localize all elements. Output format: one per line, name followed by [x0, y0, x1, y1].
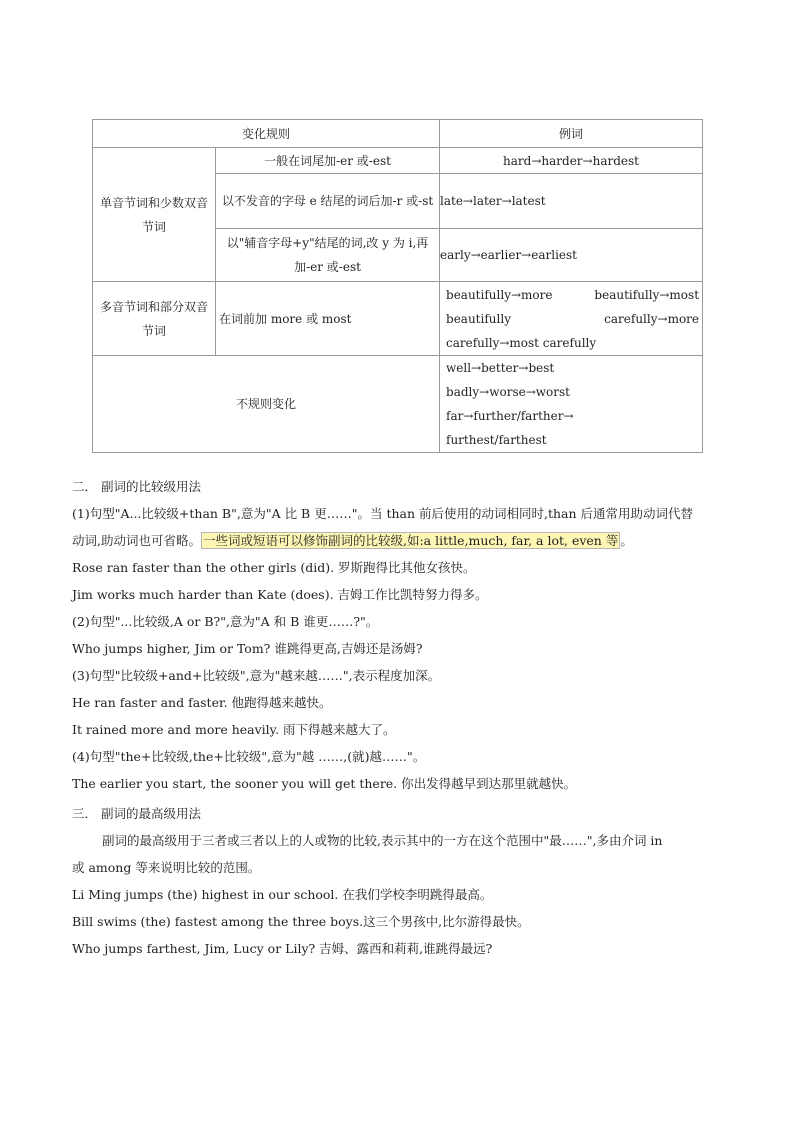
example-cell	[440, 356, 703, 453]
example-sentence: Jim works much harder than Kate (does). 吉姆工作比凯特努力得多。	[72, 587, 488, 602]
example-text: well→better→best	[446, 361, 555, 375]
highlighted-text: 一些词或短语可以修饰副词的比较级,如:a little,much, far, a lot, even 等	[202, 533, 619, 548]
rule-cell: 以不发音的字母 e 结尾的词后加-r 或-st	[216, 174, 440, 229]
paragraph-line: 副词的最高级用于三者或三者以上的人或物的比较,表示其中的一方在这个范围中"最……",多由介词 in	[102, 833, 663, 848]
example-text: far→further/farther→	[446, 409, 574, 423]
section-title: 二． 副词的比较级用法	[72, 479, 201, 494]
example-sentence: The earlier you start, the sooner you will get there. 你出发得越早到达那里就越快。	[72, 776, 577, 791]
example-line	[446, 283, 699, 307]
table-row	[93, 356, 703, 453]
group-polysyllabic: 多音节词和部分双音节词	[93, 282, 216, 356]
rule-cell: 一般在词尾加-er 或-est	[216, 148, 440, 174]
paragraph-line: 或 among 等来说明比较的范围。	[72, 860, 261, 875]
example-sentence: It rained more and more heavily. 雨下得越来越大了。	[72, 722, 396, 737]
header-rule: 变化规则	[93, 120, 440, 148]
example-cell	[440, 282, 703, 356]
header-example: 例词	[440, 120, 703, 148]
example-sentence: Li Ming jumps (the) highest in our school. 在我们学校李明跳得最高。	[72, 887, 493, 902]
example-text: carefully→most carefully	[446, 335, 597, 350]
example-sentence: Who jumps farthest, Jim, Lucy or Lily? 吉姆、露西和莉莉,谁跳得最远?	[72, 941, 493, 956]
section-comparative	[72, 473, 724, 797]
example-sentence: He ran faster and faster. 他跑得越来越快。	[72, 695, 332, 710]
group-irregular: 不规则变化	[93, 356, 440, 453]
table-row	[93, 148, 703, 174]
comparison-rules-table	[92, 119, 703, 453]
example-text: furthest/farthest	[446, 433, 547, 447]
group-monosyllabic: 单音节词和少数双音节词	[93, 148, 216, 282]
paragraph-text: 动词,助动词也可省略。	[72, 533, 201, 548]
example-sentence: Rose ran faster than the other girls (did). 罗斯跑得比其他女孩快。	[72, 560, 476, 575]
paragraph-line: (3)句型"比较级+and+比较级",意为"越来越……",表示程度加深。	[72, 668, 441, 683]
example-text: carefully→more	[604, 311, 700, 326]
example-text: beautifully→more	[446, 287, 553, 302]
section-superlative	[72, 800, 724, 962]
example-sentence: Bill swims (the) fastest among the three boys.这三个男孩中,比尔游得最快。	[72, 914, 530, 929]
paragraph-line	[72, 527, 724, 554]
paragraph-line: (4)句型"the+比较级,the+比较级",意为"越 ……,(就)越……"。	[72, 749, 426, 764]
example-sentence: Who jumps higher, Jim or Tom? 谁跳得更高,吉姆还是汤姆?	[72, 641, 423, 656]
rule-cell: 在词前加 more 或 most	[216, 282, 440, 356]
paragraph-line: (1)句型"A...比较级+than B",意为"A 比 B 更……"。当 than 前后使用的动词相同时,than 后通常用助动词代替	[72, 506, 694, 521]
example-text: beautifully→most	[594, 287, 700, 302]
table-row	[93, 282, 703, 356]
paragraph-text: 。	[620, 533, 633, 548]
rule-cell: 以"辅音字母+y"结尾的词,改 y 为 i,再加-er 或-est	[216, 229, 440, 282]
example-text: beautiful​ly	[446, 311, 511, 326]
example-cell: hard→harder→hardest	[440, 148, 703, 174]
section-title: 三． 副词的最高级用法	[72, 806, 201, 821]
paragraph-line: (2)句型"...比较级,A or B?",意为"A 和 B 谁更……?"。	[72, 614, 379, 629]
table-header-row	[93, 120, 703, 148]
example-cell: early→earlier→earliest	[440, 229, 703, 282]
example-cell: late→later→latest	[440, 174, 703, 229]
example-line	[446, 307, 699, 331]
example-text: badly→worse→worst	[446, 385, 570, 399]
